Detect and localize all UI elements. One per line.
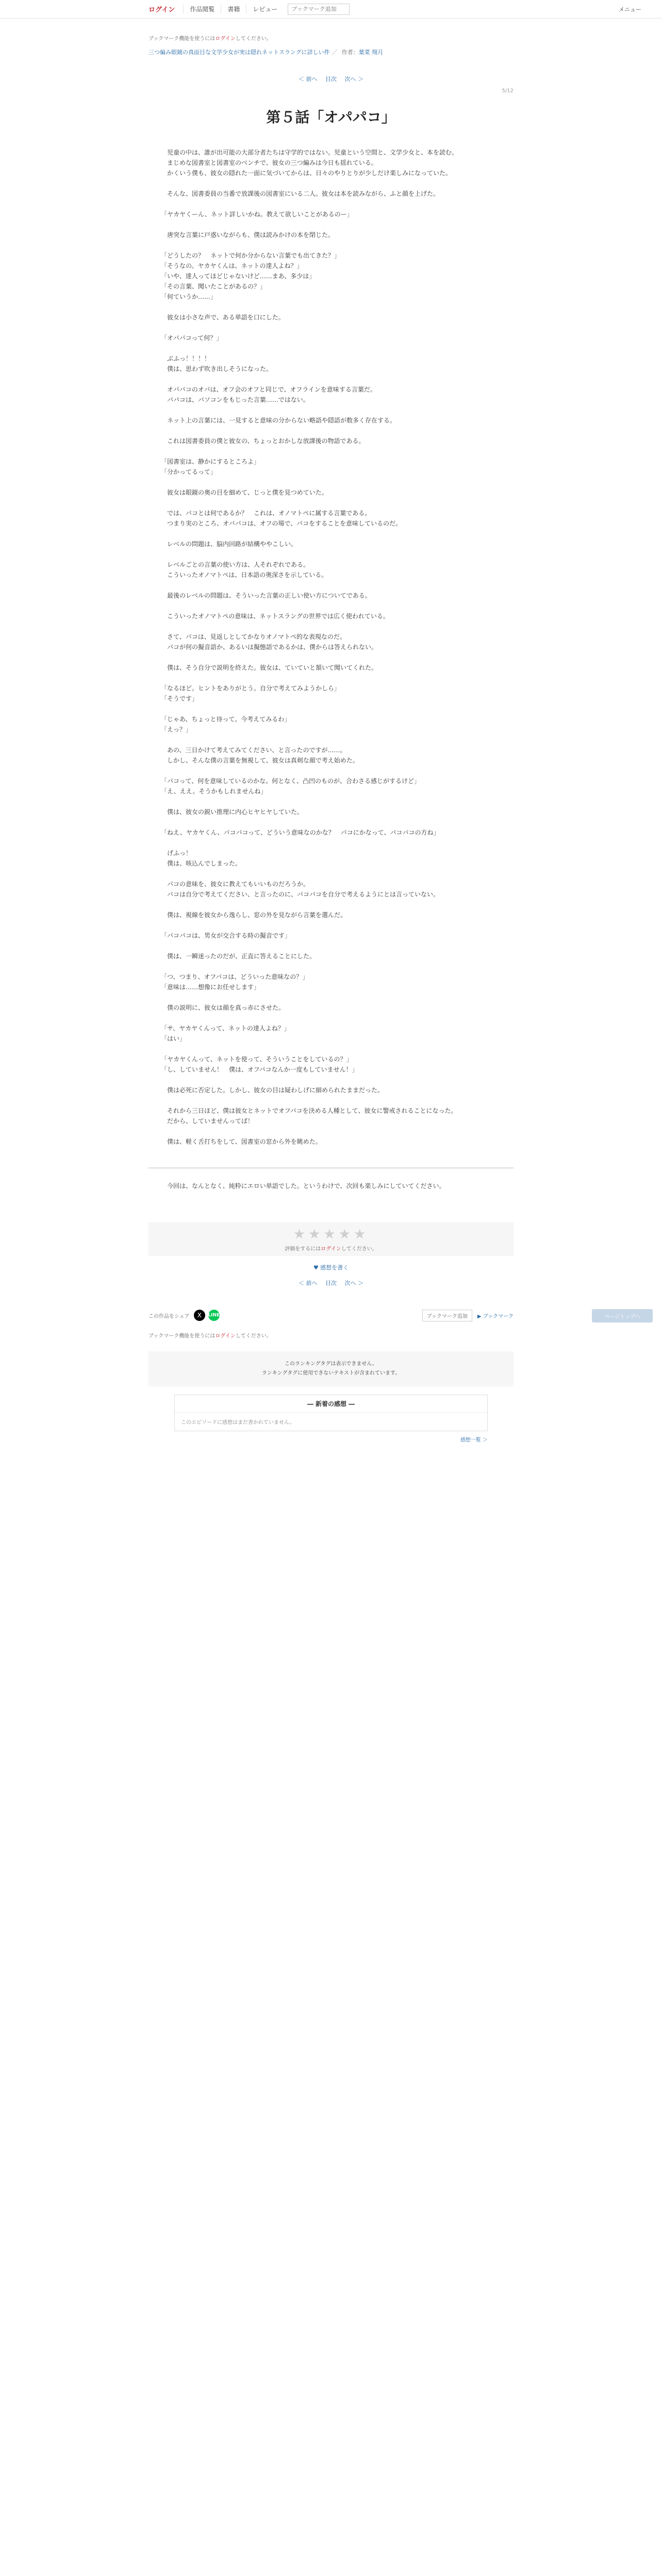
toc-link[interactable]: 目次 — [325, 76, 337, 82]
paragraph-gap — [161, 1013, 501, 1023]
bookmark-notice: ブックマーク機能を使うにはログインしてください。 — [148, 36, 272, 42]
paragraph-gap — [161, 549, 501, 560]
story-paragraph: オパパコのオパは、オフ会のオフと同じで、オフラインを意味する言葉だ。 — [161, 386, 376, 393]
story-paragraph: 「パコって、何を意味しているのかな。何となく、凸凹のものが、合わさる感じがするけど」 — [161, 777, 421, 785]
next-link-bottom[interactable]: 次へ ＞ — [344, 1280, 363, 1286]
bookmark-link[interactable]: ▶ ブックマーク — [477, 1313, 514, 1319]
story-paragraph: 僕は、咳込んでしまった。 — [161, 860, 242, 867]
story-paragraph: 「えっ？」 — [161, 726, 192, 733]
series-info: 三つ編み眼鏡の真面目な文学少女が実は隠れネットスラングに詳しい件 ／ 作者：葉菜 翔月 — [148, 49, 384, 56]
pager-bottom — [148, 1279, 514, 1287]
x-share-icon[interactable]: X — [194, 1310, 205, 1321]
story-paragraph: 僕は、軽く舌打ちをして、図書室の窓から外を眺めた。 — [161, 1138, 322, 1145]
paragraph-gap — [161, 477, 501, 487]
story-paragraph: レベルごとの言葉の使い方は、人それぞれである。 — [161, 561, 310, 568]
story-paragraph: ネット上の言葉には、一見すると意味の分からない略語や隠語が数多く存在する。 — [161, 417, 396, 424]
story-paragraph: 「どうしたの？ ネットで何か分からない言葉でも出てきた？」 — [161, 252, 341, 259]
paragraph-gap — [161, 580, 501, 590]
paragraph-gap — [161, 621, 501, 632]
paragraph-gap — [161, 961, 501, 972]
paragraph-gap — [161, 498, 501, 508]
author-label: 作者： — [341, 49, 359, 56]
nav-item-works[interactable]: 作品閲覧 — [183, 5, 221, 13]
paragraph-gap — [161, 374, 501, 384]
story-paragraph: 僕は、そう自分で説明を終えた。彼女は、ていていと頷いて聞いてくれた。 — [161, 664, 378, 671]
story-paragraph: だから、していませんってば！ — [161, 1117, 254, 1125]
next-link[interactable]: 次へ ＞ — [344, 76, 363, 82]
story-paragraph: ぶふっ！！！！ — [161, 355, 211, 362]
paragraph-gap — [161, 992, 501, 1003]
story-paragraph: 「そうなの。ヤカヤくんは、ネットの達人よね？」 — [161, 262, 303, 269]
afterword — [148, 1167, 514, 1191]
story-paragraph: 「パコパコは、男女が交合する時の擬音です」 — [161, 932, 291, 939]
story-paragraph: 「図書室は、静かにするところよ」 — [161, 458, 260, 465]
story-paragraph: 僕は、彼女の鋭い推理に内心ヒヤヒヤしていた。 — [161, 808, 304, 816]
paragraph-gap — [161, 405, 501, 415]
paragraph-gap — [161, 869, 501, 879]
story-paragraph: こういったオノマトペの意味は、ネットスラングの世界では広く使われている。 — [161, 613, 389, 620]
story-paragraph: 僕は、一瞬迷ったのだが、正直に答えることにした。 — [161, 953, 316, 960]
story-paragraph: まじめな図書室と図書室のベンチで、彼女の三つ編みは今日も揺れている。 — [161, 159, 377, 166]
page-top-button[interactable]: ページトップへ — [592, 1309, 653, 1323]
top-navbar — [0, 0, 662, 19]
story-paragraph: 「なるほど。ヒントをありがとう。自分で考えてみようかしら」 — [161, 685, 341, 692]
story-paragraph: 児童の中は、誰が出可能の大部分者たちは守学的ではない。児童という空間と、文学少女と、本を読む。 — [161, 149, 458, 156]
story-paragraph: これは図書委員の僕と彼女の、ちょっとおかしな放課後の物語である。 — [161, 437, 365, 445]
story-paragraph: 「ヤカヤくんって、ネットを使って、そういうことをしているの？」 — [161, 1056, 353, 1063]
paragraph-gap — [161, 199, 501, 209]
ranking-line-2: ランキングタグに使用できないテキストが含まれています。 — [261, 1370, 401, 1376]
paragraph-gap — [161, 900, 501, 910]
menu-link[interactable]: メニュー — [619, 6, 641, 13]
paragraph-gap — [161, 941, 501, 951]
pager-top — [148, 75, 514, 83]
paragraph-gap — [161, 652, 501, 663]
story-paragraph: あの、三日かけて考えてみてください、と言ったのですが……。 — [161, 747, 346, 754]
story-paragraph: こういったオノマトペは、日本語の奥深さを示している。 — [161, 571, 328, 579]
rating-login-link[interactable]: ログイン — [321, 1246, 341, 1252]
recent-reviews-heading: ― 新着の感想 ― — [175, 1395, 487, 1413]
nav-item-books[interactable]: 書籍 — [221, 5, 246, 13]
paragraph-gap — [161, 817, 501, 827]
story-paragraph: 「ねえ、ヤカヤくん、パコパコって、どういう意味なのかな？ パコにかなって、パコパコの方ね」 — [161, 829, 440, 836]
chapter-title: 第５話「オパパコ」 — [266, 109, 396, 126]
story-paragraph: 最後のレベルの問題は、そういった言葉の正しい使い方についてである。 — [161, 592, 371, 599]
story-paragraph: 彼女は小さな声で、ある単語を口にした。 — [161, 314, 285, 321]
bookmark-add-button[interactable]: ブックマーク追加 — [422, 1310, 472, 1321]
toc-link-bottom[interactable]: 目次 — [325, 1280, 337, 1286]
main-content — [148, 34, 514, 1287]
story-paragraph: 「つ、つまり、オフパコは、どういった意味なの？」 — [161, 973, 309, 980]
rating-note: 評価をするにはログインしてください。 — [285, 1246, 377, 1252]
story-paragraph: 「いや、達人ってほどじゃないけど……まあ、多少は」 — [161, 273, 316, 280]
nav-item-reviews[interactable]: レビュー — [246, 5, 284, 13]
story-paragraph: パコが何の擬音語か、あるいは擬態語であるかは、僕からは答えられない。 — [161, 643, 378, 651]
story-paragraph: 「分かってるって」 — [161, 468, 217, 476]
story-paragraph: 「し、していません！ 僕は、オフパコなんか一度もしていません！」 — [161, 1066, 358, 1073]
paragraph-gap — [161, 601, 501, 611]
paragraph-gap — [161, 796, 501, 807]
afterword-text: 今回は、なんとなく、純粋にエロい単語でした。というわけで、次回も楽しみにしていてください。 — [161, 1182, 445, 1190]
story-paragraph: パコは自分で考えてください、と言ったのに、パコパコを自分で考えるようにとは言っていない。 — [161, 891, 440, 898]
paragraph-gap — [161, 766, 501, 776]
ranking-line-1: このランキングタグは表示できません。 — [284, 1361, 378, 1367]
recent-reviews-box — [174, 1395, 488, 1431]
story-paragraph: 「サ、ヤカヤくんって、ネットの達人よね？」 — [161, 1025, 290, 1032]
paragraph-gap — [161, 735, 501, 745]
line-share-icon[interactable]: LINE — [208, 1310, 220, 1321]
bookmark-actions — [422, 1310, 514, 1321]
write-review-link[interactable]: ♥ 感想を書く — [313, 1264, 349, 1271]
story-body — [148, 147, 514, 1147]
story-paragraph: 「意味は……想像にお任せします」 — [161, 984, 260, 991]
paragraph-gap — [161, 1126, 501, 1137]
paragraph-gap — [161, 302, 501, 312]
story-paragraph: 「その言葉、聞いたことがあるの？」 — [161, 283, 267, 290]
paragraph-gap — [161, 1044, 501, 1054]
story-paragraph: 「はい」 — [161, 1035, 186, 1042]
notice-login-link[interactable]: ログイン — [215, 36, 236, 42]
story-paragraph: 彼女は眼鏡の奥の目を細めて、じっと僕を見つめていた。 — [161, 489, 328, 496]
story-paragraph: かくいう僕も、彼女の隠れた一面に気づいてからは、日々のやりとりが少しだけ楽しみになっていた。 — [161, 170, 452, 177]
rating-box — [148, 1222, 514, 1256]
story-paragraph: 「何ていうか……」 — [161, 293, 217, 300]
paragraph-gap — [161, 178, 501, 189]
paragraph-gap — [161, 673, 501, 683]
share-label: この作品をシェア — [148, 1313, 190, 1319]
series-title-link[interactable]: 三つ編み眼鏡の真面目な文学少女が実は隠れネットスラングに詳しい件 — [148, 49, 330, 56]
paragraph-gap — [161, 704, 501, 714]
recent-reviews-body: このエピソードに感想はまだ書かれていません。 — [181, 1420, 295, 1426]
author-link[interactable]: 葉菜 翔月 — [358, 49, 384, 56]
story-paragraph: そんな、図書委員の当番で放課後の図書室にいる二人。彼女は本を読みながら、ふと顔を上げた。 — [161, 190, 440, 197]
story-paragraph: 「ヤカヤくーん、ネット詳しいかね。教えて欲しいことがあるのー」 — [161, 211, 353, 218]
paragraph-gap — [161, 219, 501, 230]
paragraph-gap — [161, 240, 501, 250]
bookmark-add-input[interactable] — [288, 4, 350, 15]
star-rating[interactable]: ★★★★★ — [293, 1226, 369, 1242]
ranking-tag-box — [148, 1351, 514, 1386]
paragraph-gap — [161, 343, 501, 353]
login-link[interactable]: ログイン — [148, 6, 175, 14]
story-paragraph: 僕の説明に、彼女は顔を真っ赤にさせた。 — [161, 1004, 285, 1011]
story-paragraph: では、パコとは何であるか？ これは、オノマトペに属する言葉である。 — [161, 510, 371, 517]
story-paragraph: 「そうです」 — [161, 695, 198, 702]
story-paragraph: レベルの問題は、脳内回路が結構ややこしい。 — [161, 540, 297, 548]
bottom-login-link[interactable]: ログイン — [215, 1333, 236, 1339]
story-paragraph: げふっ！ — [161, 850, 192, 857]
story-paragraph: つまり実のところ、オパパコは、オフの場で、パコをすることを意味しているのだ。 — [161, 520, 402, 527]
prev-link-bottom[interactable]: ＜ 前へ — [299, 1280, 318, 1286]
paragraph-gap — [161, 1095, 501, 1106]
paragraph-gap — [161, 529, 501, 539]
episode-counter: 5/12 — [502, 88, 514, 94]
story-paragraph: 僕は、視線を彼女から逸らし、窓の外を見ながら言葉を選んだ。 — [161, 911, 347, 919]
story-paragraph: 「オパパコって何？」 — [161, 334, 223, 342]
story-paragraph: さて、パコは、見返しとしてかなりオノマトペ的な表現なのだ。 — [161, 633, 346, 640]
story-paragraph: それから三日ほど、僕は彼女とネットでオフパコを決める人種として、彼女に警戒されることになった。 — [161, 1107, 457, 1114]
paragraph-gap — [161, 838, 501, 848]
reviews-list-link[interactable]: 感想一覧 ＞ — [460, 1437, 488, 1443]
story-paragraph: 唐突な言葉に戸惑いながらも、僕は読みかけの本を閉じた。 — [161, 231, 335, 239]
paragraph-gap — [161, 426, 501, 436]
story-paragraph: 僕は必死に否定した。しかし、彼女の目は疑わしげに細められたままだった。 — [161, 1087, 384, 1094]
share-bar — [148, 1308, 514, 1323]
paragraph-gap — [161, 1075, 501, 1085]
story-paragraph: パコの意味を、彼女に教えてもいいものだろうか。 — [161, 880, 310, 888]
bottom-bookmark-notice: ブックマーク機能を使うにはログインしてください。 — [148, 1333, 272, 1339]
paragraph-gap — [161, 323, 501, 333]
story-paragraph: パパコは、パソコンをもじった言葉……ではない。 — [161, 396, 309, 403]
story-paragraph: 僕は、思わず吹き出しそうになった。 — [161, 365, 273, 372]
paragraph-gap — [161, 920, 501, 930]
story-paragraph: しかし、そんな僕の言葉を無視して、彼女は真剣な顔で考え始めた。 — [161, 757, 359, 764]
story-paragraph: 「え、ええ。そうかもしれませんね」 — [161, 788, 267, 795]
story-paragraph: 「じゃあ、ちょっと待って。今考えてみるわ」 — [161, 716, 291, 723]
paragraph-gap — [161, 446, 501, 456]
prev-link[interactable]: ＜ 前へ — [299, 76, 318, 82]
